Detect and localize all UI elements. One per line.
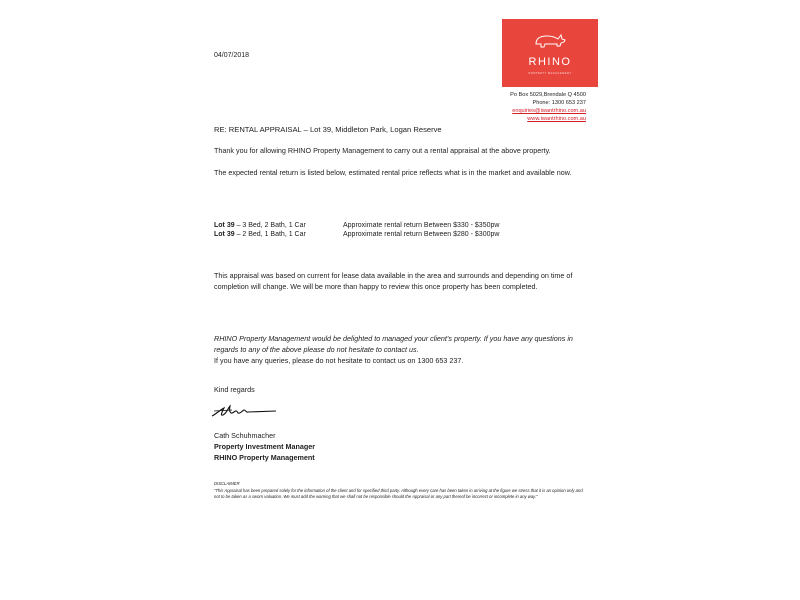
signature-image — [210, 402, 280, 420]
lot-approx-rent: Approximate rental return Between $330 - $350pw — [343, 222, 500, 229]
signatory-title: Property Investment Manager — [214, 442, 316, 451]
queries-paragraph: If you have any queries, please do not hesitate to contact us on 1300 653 237. — [214, 356, 464, 365]
signatory-name: Cath Schuhmacher — [214, 431, 276, 440]
closing-line: Kind regards — [214, 385, 255, 394]
disclaimer-title: DISCLAIMER — [214, 481, 240, 486]
lot-approx-rent: Approximate rental return Between $280 - $300pw — [343, 231, 500, 238]
email-link[interactable]: enquiries@iwantrhino.com.au — [512, 108, 586, 114]
delighted-paragraph: RHINO Property Management would be delighted to managed your client’s property. If you have any questions in regards to any of the above please do not hesitate to contact us. — [214, 334, 573, 354]
lot-row — [214, 231, 306, 238]
logo-name: RHINO — [528, 56, 572, 68]
lot-description: – 3 Bed, 2 Bath, 1 Car — [234, 222, 306, 229]
lot-row — [214, 222, 306, 229]
address-line: Po Box 5029,Brendale Q 4500 — [510, 92, 586, 98]
lot-label: Lot 39 — [214, 222, 235, 229]
lot-description: – 2 Bed, 1 Bath, 1 Car — [234, 231, 306, 238]
rhino-icon — [533, 32, 567, 50]
expected-paragraph: The expected rental return is listed below, estimated rental price reflects what is in the market and available now. — [214, 168, 572, 177]
logo-tagline: PROPERTY MANAGEMENT — [528, 72, 572, 75]
letter-date: 04/07/2018 — [214, 52, 250, 59]
basis-paragraph: This appraisal was based on current for lease data available in the area and surrounds and depending on time of completion will change. We will be more than happy to review this once property has been completed. — [214, 271, 573, 291]
intro-paragraph: Thank you for allowing RHINO Property Management to carry out a rental appraisal at the above property. — [214, 146, 551, 155]
signatory-company: RHINO Property Management — [214, 453, 315, 462]
phone-line: Phone: 1300 653 237 — [532, 100, 586, 106]
subject-line: RE: RENTAL APPRAISAL – Lot 39, Middleton Park, Logan Reserve — [214, 125, 442, 134]
disclaimer-text: "This Appraisal has been prepared solely for the information of the client and for specified third party. Although every care has been taken in arriving at the figure we stress that it is an opinion only and not to be taken as a sworn valuation. We must add the warning that we shall not be responsible should the Appraisal or any part thereof be incorrect or incomplete in any way." — [214, 488, 583, 499]
website-link[interactable]: www.iwantrhino.com.au — [527, 116, 586, 122]
company-logo — [502, 19, 598, 87]
lot-label: Lot 39 — [214, 231, 235, 238]
